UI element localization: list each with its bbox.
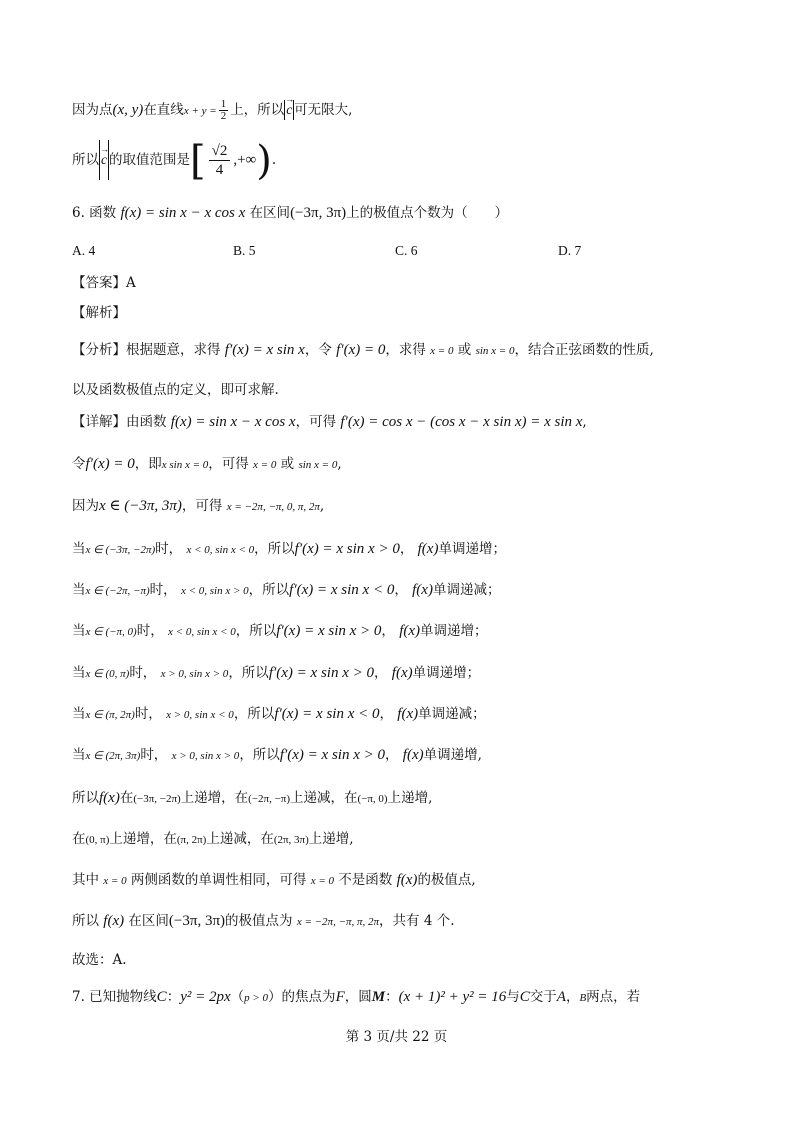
- math-values: x = −2π, −π, 0, π, 2π: [226, 501, 320, 513]
- math-equation: x sin x = 0: [161, 459, 209, 471]
- text: ，令: [304, 342, 332, 358]
- question-6-stem: [72, 203, 508, 223]
- text: ，共有 4 个.: [379, 913, 455, 929]
- fraction-numerator: 1: [220, 98, 227, 110]
- math-derivative: f′(x) = x sin x > 0: [279, 747, 385, 763]
- math-condition: x > 0, sin x < 0: [166, 709, 234, 721]
- text: ，: [384, 747, 399, 763]
- text: 上的极值点个数为（ ）: [346, 205, 509, 221]
- math-interval: (−2π, −π): [248, 793, 291, 805]
- text: ，所以: [239, 747, 280, 763]
- text: 在: [119, 790, 134, 806]
- conclusion-line: 故选：A.: [72, 952, 127, 968]
- text: 当: [72, 706, 86, 722]
- math-fx: f(x): [417, 541, 439, 557]
- text: 或: [280, 456, 295, 472]
- option-a: A. 4: [72, 243, 96, 258]
- text: ，可得: [295, 414, 337, 430]
- text: 当: [72, 747, 86, 763]
- math-interval: (π, 2π): [176, 834, 207, 846]
- text: ，所以: [254, 541, 295, 557]
- text: 当: [72, 623, 86, 639]
- text: ,: [319, 498, 325, 514]
- text: 在区间: [128, 913, 169, 929]
- case-line: [72, 663, 480, 684]
- text: ，所以: [228, 665, 269, 681]
- math-fx: f(x): [103, 913, 125, 929]
- math-p: p > 0: [244, 992, 269, 1004]
- math-interval: (−3π, 3π): [290, 205, 347, 221]
- answer-line: [72, 273, 136, 293]
- text: ，可得: [208, 456, 249, 472]
- summary-line-2: [72, 829, 354, 850]
- text: 当: [72, 582, 86, 598]
- case-line: [72, 621, 488, 642]
- text: 当: [72, 665, 86, 681]
- text: 单调递增；: [438, 541, 506, 557]
- fenxi-line-2: 以及函数极值点的定义，即可求解.: [72, 382, 279, 398]
- text: 的取值范围是: [109, 152, 190, 168]
- text: 【详解】由函数: [72, 414, 167, 430]
- xiangjie-line: [72, 412, 587, 432]
- text: 时，: [149, 582, 177, 598]
- right-paren: ): [256, 137, 272, 184]
- math-interval: (−3π, −2π): [133, 793, 181, 805]
- text: 因为点: [72, 102, 113, 118]
- fraction-denominator: 4: [215, 162, 224, 178]
- analysis-label: 【解析】: [72, 305, 126, 321]
- text: 所以: [72, 913, 99, 929]
- math-fx: f(x): [397, 706, 419, 722]
- summary-line-4: [72, 911, 455, 932]
- option-b: B. 5: [233, 243, 256, 258]
- text: ，: [379, 706, 393, 722]
- math-condition: x < 0, sin x < 0: [186, 544, 255, 556]
- ling-line: [72, 454, 342, 475]
- text: 上递增，在: [180, 790, 249, 806]
- text: 7. 已知抛物线: [72, 989, 157, 1005]
- text: 在直线: [143, 102, 184, 118]
- math-circle: (x + 1)² + y² = 16: [398, 989, 507, 1005]
- math-sin: sin x = 0: [475, 345, 515, 357]
- text: 因为: [72, 498, 99, 514]
- text: ，: [373, 665, 388, 681]
- case-line: [72, 580, 500, 601]
- math-interval: x ∈ (−3π, −2π): [85, 544, 156, 556]
- math-C: C: [156, 989, 167, 1005]
- math-interval: (−π, 0): [357, 793, 388, 805]
- text: ，: [565, 989, 580, 1005]
- math-condition: x < 0, sin x > 0: [180, 585, 249, 597]
- left-bracket: [: [190, 137, 206, 184]
- fraction-sqrt2-over-4: [209, 142, 231, 179]
- text: ，圆: [344, 989, 372, 1005]
- math-interval: x ∈ (−π, 0): [85, 626, 137, 638]
- text: ，所以: [233, 706, 275, 722]
- text: ，: [394, 582, 408, 598]
- math-values: x = −2π, −π, π, 2π: [296, 916, 380, 928]
- fraction-denominator: 2: [220, 110, 227, 122]
- math-interval: (−3π, 3π): [168, 913, 226, 929]
- text: 时，: [129, 665, 157, 681]
- text: 时，: [136, 623, 164, 639]
- math-point: (x, y): [112, 102, 144, 118]
- math-interval: (2π, 3π): [273, 834, 309, 846]
- math-C: C: [519, 989, 530, 1005]
- math-equation: f′(x) = 0: [85, 456, 135, 472]
- math-derivative: f′(x) = x sin x > 0: [276, 623, 382, 639]
- math-F: F: [335, 989, 345, 1005]
- text: 在区间: [249, 205, 291, 221]
- option-d: D. 7: [558, 243, 582, 258]
- text: 或: [457, 342, 472, 358]
- text: 上递减，在: [290, 790, 358, 806]
- text: 上递增，在: [109, 831, 177, 847]
- case-line: [72, 539, 506, 560]
- math-line: x + y =: [183, 105, 217, 117]
- math-range: x ∈ (−3π, 3π): [99, 498, 182, 514]
- text: ：: [385, 989, 399, 1005]
- math-derivative: f′(x) = x sin x < 0: [274, 706, 380, 722]
- text: 单调递增,: [423, 747, 482, 763]
- fenxi-line-1: [72, 340, 654, 361]
- text: ，所以: [248, 582, 290, 598]
- math-derivative: f′(x) = x sin x: [224, 342, 305, 358]
- math-fx: f(x): [99, 790, 120, 806]
- math-derivative: f′(x) = x sin x > 0: [268, 665, 374, 681]
- math-condition: x < 0, sin x < 0: [168, 626, 236, 638]
- text: 可无限大,: [294, 102, 353, 118]
- fraction-half: [219, 99, 229, 122]
- math-derivative: f′(x) = cos x − (cos x − x sin x) = x sin x: [340, 414, 583, 430]
- vector-magnitude: → c: [284, 100, 294, 120]
- answer-label: 【答案】: [72, 275, 126, 291]
- text: ,: [337, 456, 342, 472]
- page-footer: 第 3 页/共 22 页: [345, 1029, 448, 1045]
- text: 在: [72, 831, 86, 847]
- math-interval: x ∈ (0, π): [85, 668, 130, 680]
- math-condition: x > 0, sin x > 0: [171, 750, 240, 762]
- math-derivative: f′(x) = x sin x < 0: [289, 582, 395, 598]
- math-infinity: ,+∞: [233, 152, 257, 168]
- math-interval: x ∈ (−2π, −π): [85, 585, 150, 597]
- text: ，可得: [181, 498, 223, 514]
- text: 上递增,: [308, 831, 354, 847]
- text: .: [271, 152, 277, 168]
- text: 当: [72, 541, 86, 557]
- answer-value: A: [126, 275, 136, 291]
- text: 所以: [72, 790, 99, 806]
- yin-line: [72, 496, 324, 517]
- summary-line-1: [72, 788, 432, 809]
- math-x0: x = 0: [103, 875, 127, 887]
- text: ）的焦点为: [268, 989, 336, 1005]
- text: 的极值点为: [225, 913, 293, 929]
- text: 令: [72, 456, 86, 472]
- text: （: [230, 989, 245, 1005]
- math-x0: x = 0: [253, 459, 277, 471]
- math-sin: sin x = 0: [298, 459, 338, 471]
- text: ,: [582, 414, 587, 430]
- math-A: A: [556, 989, 566, 1005]
- text: 交于: [529, 989, 557, 1005]
- text: ，结合正弦函数的性质,: [514, 342, 654, 358]
- text: 单调递增；: [420, 623, 488, 639]
- intro-line-1: [72, 99, 352, 122]
- math-B: B: [579, 992, 587, 1004]
- math-function: f(x) = sin x − x cos x: [170, 414, 296, 430]
- math-fx: f(x): [399, 623, 421, 639]
- text: 单调递减；: [432, 582, 501, 598]
- text: 时，: [134, 706, 162, 722]
- summary-line-3: [72, 870, 476, 891]
- math-fx: f(x): [402, 747, 424, 763]
- text: 不是函数: [338, 872, 393, 888]
- math-interval: x ∈ (π, 2π): [85, 709, 135, 721]
- question-7-stem: [72, 987, 640, 1008]
- intro-line-2: [72, 137, 277, 184]
- text: 的极值点,: [417, 872, 476, 888]
- math-equation: f′(x) = 0: [336, 342, 386, 358]
- math-x0: x = 0: [430, 345, 454, 357]
- math-condition: x > 0, sin x > 0: [160, 668, 229, 680]
- text: 其中: [72, 872, 99, 888]
- text: ，所以: [235, 623, 277, 639]
- text: ：: [166, 989, 181, 1005]
- math-fx: f(x): [412, 582, 433, 598]
- text: 上递减，在: [206, 831, 274, 847]
- case-line: [72, 745, 482, 766]
- math-fx: f(x): [391, 665, 413, 681]
- text: 两点，若: [586, 989, 641, 1005]
- case-line: [72, 704, 486, 725]
- math-x0: x = 0: [310, 875, 335, 887]
- text: 上递增,: [387, 790, 433, 806]
- math-derivative: f′(x) = x sin x > 0: [294, 541, 400, 557]
- vector-magnitude: → c: [99, 140, 109, 180]
- math-function: f(x) = sin x − x cos x: [120, 205, 246, 221]
- text: ，: [381, 623, 395, 639]
- text: 单调递增；: [412, 665, 481, 681]
- text: 单调递减；: [418, 706, 486, 722]
- fraction-numerator: √2: [209, 142, 231, 161]
- math-parabola: y² = 2px: [180, 989, 231, 1005]
- text: 时，: [155, 541, 183, 557]
- math-M: M: [371, 989, 386, 1005]
- math-interval: x ∈ (2π, 3π): [85, 750, 141, 762]
- text: ，求得: [385, 342, 426, 358]
- text: ，: [399, 541, 414, 557]
- text: 6. 函数: [72, 205, 117, 221]
- text: 与: [506, 989, 520, 1005]
- math-interval: (0, π): [85, 834, 110, 846]
- text: ，即: [134, 456, 162, 472]
- text: 两侧函数的单调性相同，可得: [130, 872, 307, 888]
- text: 【分析】根据题意，求得: [72, 342, 221, 358]
- text: 时，: [140, 747, 168, 763]
- option-c: C. 6: [395, 243, 418, 258]
- text: 上，所以: [230, 102, 285, 118]
- text: 所以: [72, 152, 99, 168]
- math-fx: f(x): [396, 872, 418, 888]
